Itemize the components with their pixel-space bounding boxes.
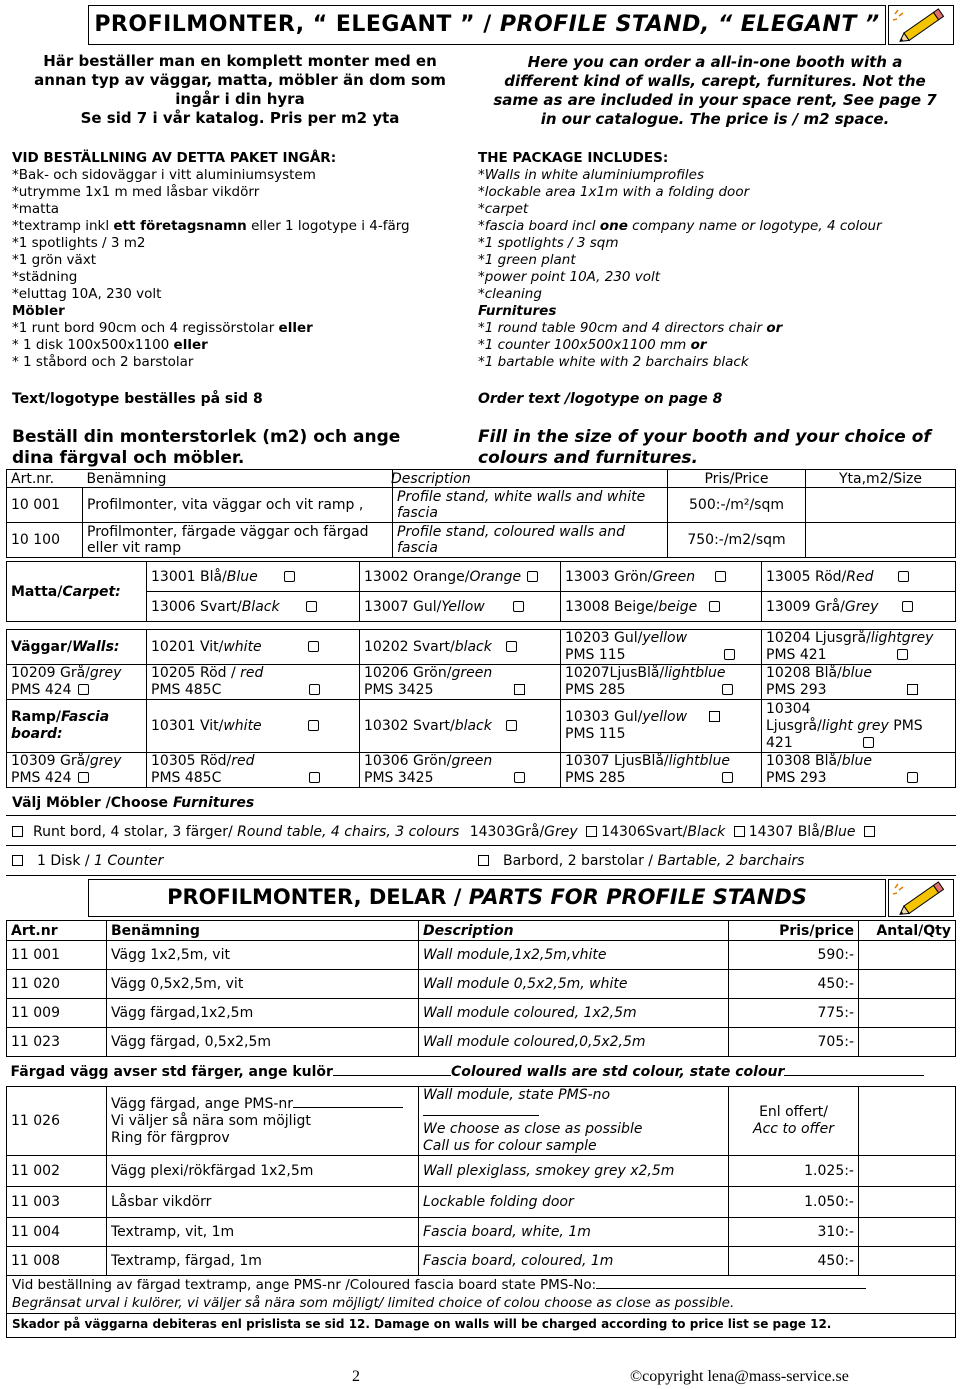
checkbox[interactable] bbox=[734, 826, 745, 837]
qty-input[interactable] bbox=[859, 1156, 956, 1187]
parts-title: PROFILMONTER, DELAR / PARTS FOR PROFILE STANDS bbox=[167, 885, 807, 909]
size-input[interactable] bbox=[806, 488, 956, 523]
checkbox[interactable] bbox=[12, 855, 23, 866]
qty-input[interactable] bbox=[859, 970, 956, 999]
counter-option[interactable]: 1 Disk / 1 Counter bbox=[12, 853, 163, 869]
fascia-option[interactable]: 10302 Svart/black bbox=[360, 700, 561, 753]
fascia-option[interactable]: 10309 Grå/grey PMS 424 bbox=[7, 753, 147, 788]
carpet-option[interactable]: 13007 Gul/Yellow bbox=[360, 592, 561, 622]
carpet-option[interactable]: 13005 Röd/Red bbox=[762, 562, 956, 592]
table-row: 10 100 Profilmonter, färgade väggar och färgad eller vit ramp Profile stand, coloured walls and fascia 750:-/m2/sqm bbox=[7, 523, 956, 558]
fascia-option[interactable]: 10303 Gul/yellow PMS 115 bbox=[561, 700, 762, 753]
en-order-note: Fill in the size of your booth and your choice of colours and furnitures. bbox=[478, 427, 931, 468]
qty-input[interactable] bbox=[859, 941, 956, 970]
fascia-option[interactable]: 10306 Grön/green PMS 3425 bbox=[360, 753, 561, 788]
wall-option[interactable]: 10204 Ljusgrå/lightgrey PMS 421 bbox=[762, 630, 956, 665]
checkbox[interactable] bbox=[864, 826, 875, 837]
checkbox[interactable] bbox=[724, 649, 735, 660]
table-row: 10 001 Profilmonter, vita väggar och vit ramp , Profile stand, white walls and white fascia 500:-/m²/sqm bbox=[7, 488, 956, 523]
page-number: 2 bbox=[352, 1368, 360, 1385]
qty-input[interactable] bbox=[859, 1087, 956, 1156]
sv-textramp: *textramp inkl ett företagsnamn eller 1 logotype i 4-färg bbox=[12, 218, 410, 234]
sv-order-note: Beställ din monterstorlek (m2) och ange dina färgval och möbler. bbox=[12, 427, 401, 468]
wall-option[interactable]: 10209 Grå/grey PMS 424 bbox=[7, 665, 147, 700]
table-row: 11 008 Textramp, färgad, 1m Fascia board, coloured, 1m 450:- bbox=[7, 1247, 956, 1276]
table-row: 11 023 Vägg färgad, 0,5x2,5m Wall module coloured,0,5x2,5m 705:- bbox=[7, 1028, 956, 1057]
fascia-option[interactable]: 10304 Ljusgrå/light grey PMS 421 bbox=[762, 700, 956, 753]
bartable-option[interactable]: Barbord, 2 barstolar / Bartable, 2 barchairs bbox=[478, 853, 804, 869]
pms-blank[interactable] bbox=[596, 1288, 866, 1289]
size-input[interactable] bbox=[806, 523, 956, 558]
package-en: THE PACKAGE INCLUDES: *Walls in white aluminiumprofiles *lockable area 1x1m with a folding door *carpet *fascia board incl one company name or logotype, 4 colour *1 spotlights / 3 sqm *1 green plant *power point 10A, 230 volt *cleaning Furnitures *1 round table 90cm and 4 directors chair or *1 counter 100x500x1100 mm or *1 bartable white with 2 barchairs black bbox=[478, 150, 882, 370]
table-row: 11 026 Vägg färgad, ange PMS-nr Vi väljer så nära som möjligt Ring för färgprov Wall module, state PMS-no We choose as close as possible Call us for colour sample Enl offert/ Acc to offer bbox=[7, 1087, 956, 1156]
checkbox[interactable] bbox=[907, 772, 918, 783]
fascia-option[interactable]: 10301 Vit/white bbox=[147, 700, 360, 753]
fascia-option[interactable]: 10307 LjusBlå/lightblue PMS 285 bbox=[561, 753, 762, 788]
wall-option[interactable]: 10201 Vit/white bbox=[147, 630, 360, 665]
qty-input[interactable] bbox=[859, 1187, 956, 1218]
wall-option[interactable]: 10205 Röd / red PMS 485C bbox=[147, 665, 360, 700]
pms-blank[interactable] bbox=[293, 1107, 403, 1108]
carpet-option[interactable]: 13003 Grön/Green bbox=[561, 562, 762, 592]
checkbox[interactable] bbox=[514, 684, 525, 695]
checkbox[interactable] bbox=[506, 720, 517, 731]
pms-blank[interactable] bbox=[423, 1115, 539, 1116]
checkbox[interactable] bbox=[907, 684, 918, 695]
booth-table bbox=[6, 469, 956, 558]
checkbox[interactable] bbox=[309, 772, 320, 783]
wall-option[interactable]: 10203 Gul/yellow PMS 115 bbox=[561, 630, 762, 665]
package-sv: VID BESTÄLLNING AV DETTA PAKET INGÅR: *Bak- och sidoväggar i vitt aluminiumsystem *utrymme 1x1 m med låsbar vikdörr *matta *textramp inkl ett företagsnamn eller 1 logotype i 4-färg *1 spotlights / 3 m2 *1 grön växt *städning *eluttag 10A, 230 volt Möbler *1 runt bord 90cm och 4 regissörstolar eller * 1 disk 100x500x1100 eller * 1 ståbord och 2 barstolar bbox=[12, 150, 472, 371]
checkbox[interactable] bbox=[478, 855, 489, 866]
checkbox[interactable] bbox=[78, 772, 89, 783]
qty-input[interactable] bbox=[859, 1028, 956, 1057]
checkbox[interactable] bbox=[863, 737, 874, 748]
wall-option[interactable]: 10207LjusBlå/lightblue PMS 285 bbox=[561, 665, 762, 700]
carpet-option[interactable]: 13001 Blå/Blue bbox=[147, 562, 360, 592]
checkbox[interactable] bbox=[722, 772, 733, 783]
fascia-pms-note: Vid beställning av färgad textramp, ange PMS-nr /Coloured fascia board state PMS-No: bbox=[12, 1277, 866, 1293]
walls-label: Väggar/Walls: bbox=[7, 630, 147, 665]
checkbox[interactable] bbox=[897, 649, 908, 660]
checkbox[interactable] bbox=[527, 571, 538, 582]
damage-note: Skador på väggarna debiteras enl prislista se sid 12. Damage on walls will be charged according to price list se page 12. bbox=[12, 1317, 832, 1331]
colour-blank[interactable] bbox=[784, 1075, 924, 1076]
checkbox[interactable] bbox=[902, 601, 913, 612]
table-row: 11 001 Vägg 1x2,5m, vit Wall module,1x2,5m,vhite 590:- bbox=[7, 941, 956, 970]
checkbox[interactable] bbox=[898, 571, 909, 582]
carpet-option[interactable]: 13008 Beige/beige bbox=[561, 592, 762, 622]
pencil-icon bbox=[888, 5, 954, 45]
wall-option[interactable]: 10206 Grön/green PMS 3425 bbox=[360, 665, 561, 700]
colour-table bbox=[6, 561, 956, 788]
fascia-label: Ramp/Fascia board: bbox=[7, 700, 147, 753]
checkbox[interactable] bbox=[506, 641, 517, 652]
wall-option[interactable]: 10208 Blå/blue PMS 293 bbox=[762, 665, 956, 700]
fascia-option[interactable]: 10308 Blå/blue PMS 293 bbox=[762, 753, 956, 788]
checkbox[interactable] bbox=[308, 641, 319, 652]
furniture-title: Välj Möbler /Choose Furnitures bbox=[12, 795, 255, 811]
en-logo-note: Order text /logotype on page 8 bbox=[478, 391, 723, 407]
colour-blank[interactable] bbox=[333, 1075, 451, 1076]
table-row: 11 003 Låsbar vikdörr Lockable folding door 1.050:- bbox=[7, 1187, 956, 1218]
colour-note-row: Färgad vägg avser std färger, ange kulör Coloured walls are std colour, state colour bbox=[7, 1057, 956, 1087]
checkbox[interactable] bbox=[309, 684, 320, 695]
booth-table-header: Art.nr. Benämning Description Pris/Price Yta,m2/Size bbox=[7, 470, 956, 488]
checkbox[interactable] bbox=[284, 571, 295, 582]
checkbox[interactable] bbox=[513, 601, 524, 612]
copyright: ©copyright lena@mass-service.se bbox=[630, 1368, 849, 1385]
parts-table bbox=[6, 920, 956, 1276]
table-row: 11 009 Vägg färgad,1x2,5m Wall module coloured, 1x2,5m 775:- bbox=[7, 999, 956, 1028]
checkbox[interactable] bbox=[709, 601, 720, 612]
round-table-option[interactable]: Runt bord, 4 stolar, 3 färger/ Round table, 4 chairs, 3 colours 14303Grå/Grey 14306Svart/Black 14307 Blå/Blue bbox=[12, 824, 875, 840]
checkbox[interactable] bbox=[12, 826, 23, 837]
checkbox[interactable] bbox=[722, 684, 733, 695]
table-row: 11 002 Vägg plexi/rökfärgad 1x2,5m Wall plexiglass, smokey grey x2,5m 1.025:- bbox=[7, 1156, 956, 1187]
checkbox[interactable] bbox=[78, 684, 89, 695]
page-title: PROFILMONTER, “ ELEGANT ” / PROFILE STAND, “ ELEGANT ” bbox=[94, 12, 880, 37]
wall-option[interactable]: 10202 Svart/black bbox=[360, 630, 561, 665]
checkbox[interactable] bbox=[715, 571, 726, 582]
sv-intro: Här beställer man en komplett monter med en annan typ av väggar, matta, möbler än dom som ingår i din hyra Se sid 7 i vår katalog. Pris per m2 yta bbox=[34, 52, 446, 127]
qty-input[interactable] bbox=[859, 999, 956, 1028]
checkbox[interactable] bbox=[308, 720, 319, 731]
limited-choice-note: Begränsat urval i kulörer, vi väljer så nära som möjligt/ limited choice of colou choose as close as possible. bbox=[12, 1295, 735, 1311]
pencil-icon bbox=[888, 879, 954, 917]
table-row: 11 004 Textramp, vit, 1m Fascia board, white, 1m 310:- bbox=[7, 1218, 956, 1247]
carpet-option[interactable]: 13009 Grå/Grey bbox=[762, 592, 956, 622]
parts-table-header: Art.nr Benämning Description Pris/price Antal/Qty bbox=[7, 921, 956, 941]
fascia-option[interactable]: 10305 Röd/red PMS 485C bbox=[147, 753, 360, 788]
checkbox[interactable] bbox=[586, 826, 597, 837]
qty-input[interactable] bbox=[859, 1218, 956, 1247]
sv-logo-note: Text/logotype beställes på sid 8 bbox=[12, 391, 263, 407]
carpet-option[interactable]: 13006 Svart/Black bbox=[147, 592, 360, 622]
carpet-label: Matta/Carpet: bbox=[7, 562, 147, 622]
checkbox[interactable] bbox=[709, 711, 720, 722]
en-intro: Here you can order a all-in-one booth with a different kind of walls, carept, furnitures. Not the same as are included in your space rent, See page 7 in our catalogue. The price is / m2 space. bbox=[493, 53, 937, 128]
table-row: 11 020 Vägg 0,5x2,5m, vit Wall module 0,5x2,5m, white 450:- bbox=[7, 970, 956, 999]
checkbox[interactable] bbox=[514, 772, 525, 783]
carpet-option[interactable]: 13002 Orange/Orange bbox=[360, 562, 561, 592]
checkbox[interactable] bbox=[306, 601, 317, 612]
